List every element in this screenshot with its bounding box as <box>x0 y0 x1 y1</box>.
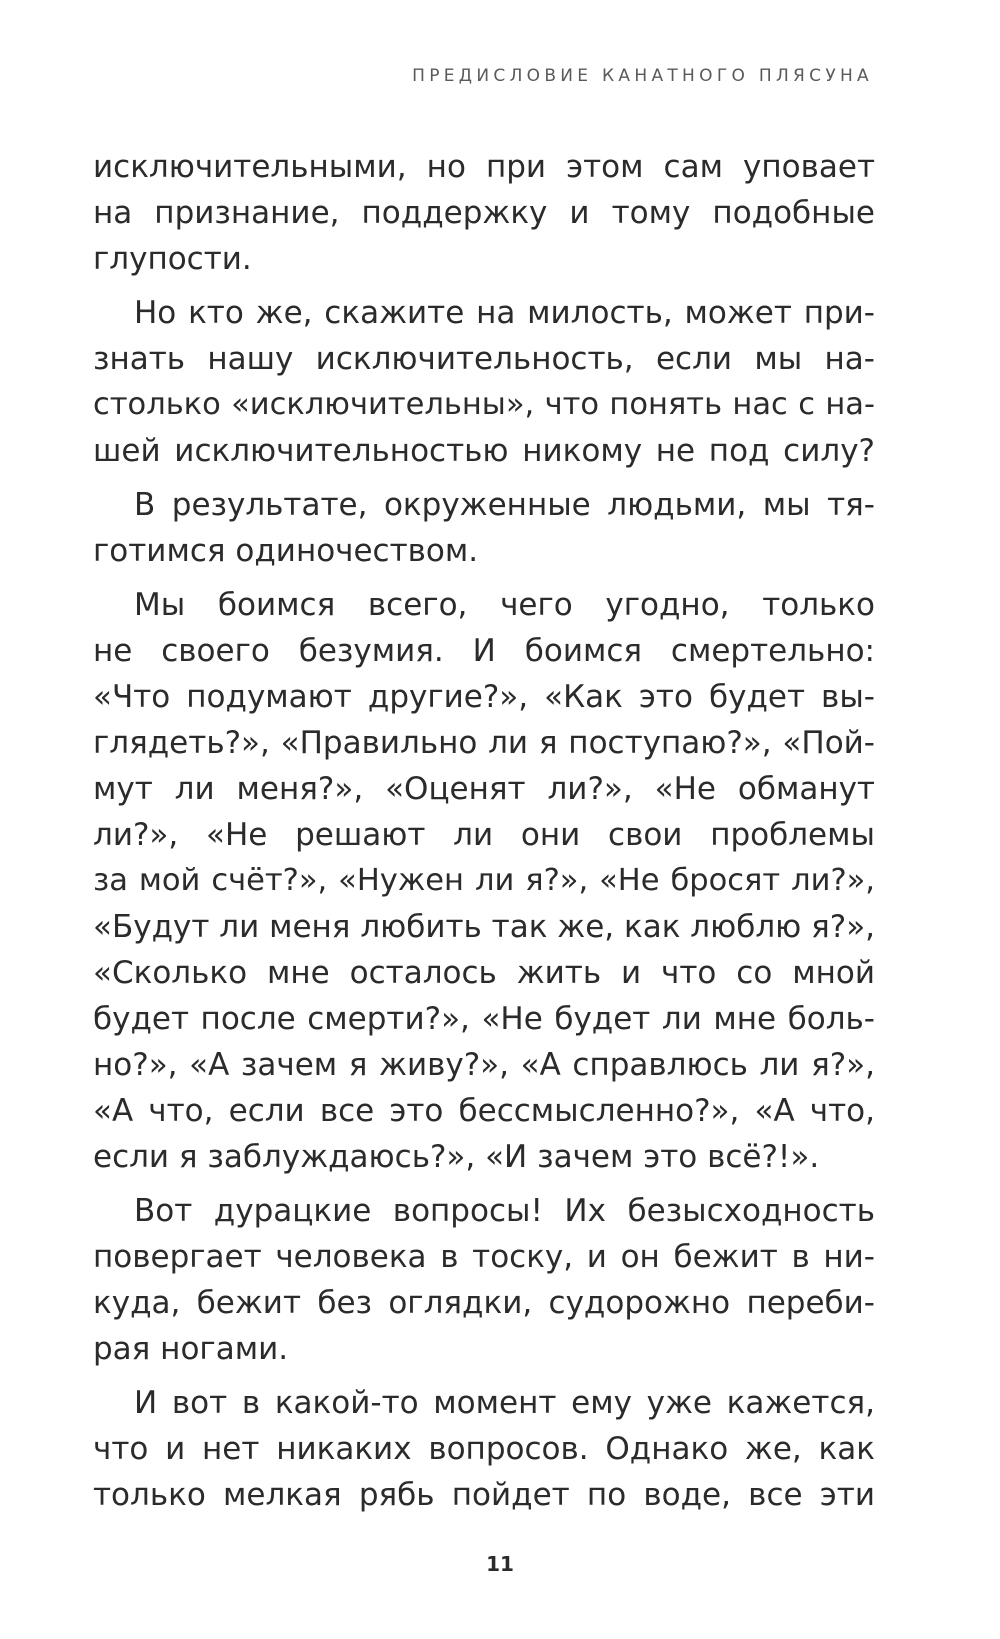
text-line: столько «исключительны», что понять нас с на- <box>93 387 875 422</box>
running-head: ПРЕДИСЛОВИЕ КАНАТНОГО ПЛЯСУНА <box>412 66 873 86</box>
text-line: куда, бежит без оглядки, судорожно переби- <box>93 1285 875 1321</box>
text-line: будет после смерти?», «Не будет ли мне боль- <box>93 1001 875 1037</box>
text-line: Но кто же, скажите на милость, может при- <box>134 295 875 331</box>
paragraph <box>93 1188 875 1372</box>
text-line: «Сколько мне осталось жить и что со мной <box>93 955 875 991</box>
text-line: повергает человека в тоску, и он бежит в ни- <box>93 1239 875 1275</box>
text-line: глядеть?», «Правильно ли я поступаю?», «Пой- <box>93 725 875 761</box>
text-line: только мелкая рябь пойдет по воде, все эти <box>93 1477 875 1513</box>
text-line: шей исключительностью никому не под силу? <box>93 433 875 469</box>
text-line: Мы боимся всего, чего угодно, только <box>134 587 875 623</box>
paragraph <box>93 1380 875 1518</box>
text-line: но?», «А зачем я живу?», «А справлюсь ли я?», <box>93 1047 875 1083</box>
text-line: Вот дурацкие вопросы! Их безысходность <box>134 1193 875 1229</box>
paragraph <box>93 482 875 574</box>
text-line: глупости. <box>93 241 252 277</box>
text-line: В результате, окруженные людьми, мы тя- <box>134 487 875 523</box>
text-line: мут ли меня?», «Оценят ли?», «Не обманут <box>93 771 875 807</box>
text-line: знать нашу исключительность, если мы на- <box>93 341 875 377</box>
paragraph <box>93 144 875 282</box>
text-line: что и нет никаких вопросов. Однако же, как <box>93 1431 875 1467</box>
text-line: за мой счёт?», «Нужен ли я?», «Не бросят ли?», <box>93 863 875 898</box>
text-line: не своего безумия. И боимся смертельно: <box>93 633 875 669</box>
text-line: «Что подумают другие?», «Как это будет вы- <box>93 679 875 715</box>
text-line: рая ногами. <box>93 1331 289 1367</box>
paragraph <box>93 582 875 1180</box>
text-line: на признание, поддержку и тому подобные <box>93 195 875 231</box>
page-number: 11 <box>486 1552 514 1576</box>
text-line: исключительными, но при этом сам уповает <box>93 149 875 185</box>
body-text <box>93 144 875 1518</box>
paragraph <box>93 290 875 474</box>
text-line: если я заблуждаюсь?», «И зачем это всё?!». <box>93 1139 820 1175</box>
text-line: И вот в какой-то момент ему уже кажется, <box>134 1385 875 1421</box>
text-line: ли?», «Не решают ли они свои проблемы <box>93 817 875 853</box>
text-line: готимся одиночеством. <box>93 533 479 569</box>
text-line: «А что, если все это бессмысленно?», «А что, <box>93 1093 875 1129</box>
text-line: «Будут ли меня любить так же, как люблю я?», <box>93 909 876 945</box>
